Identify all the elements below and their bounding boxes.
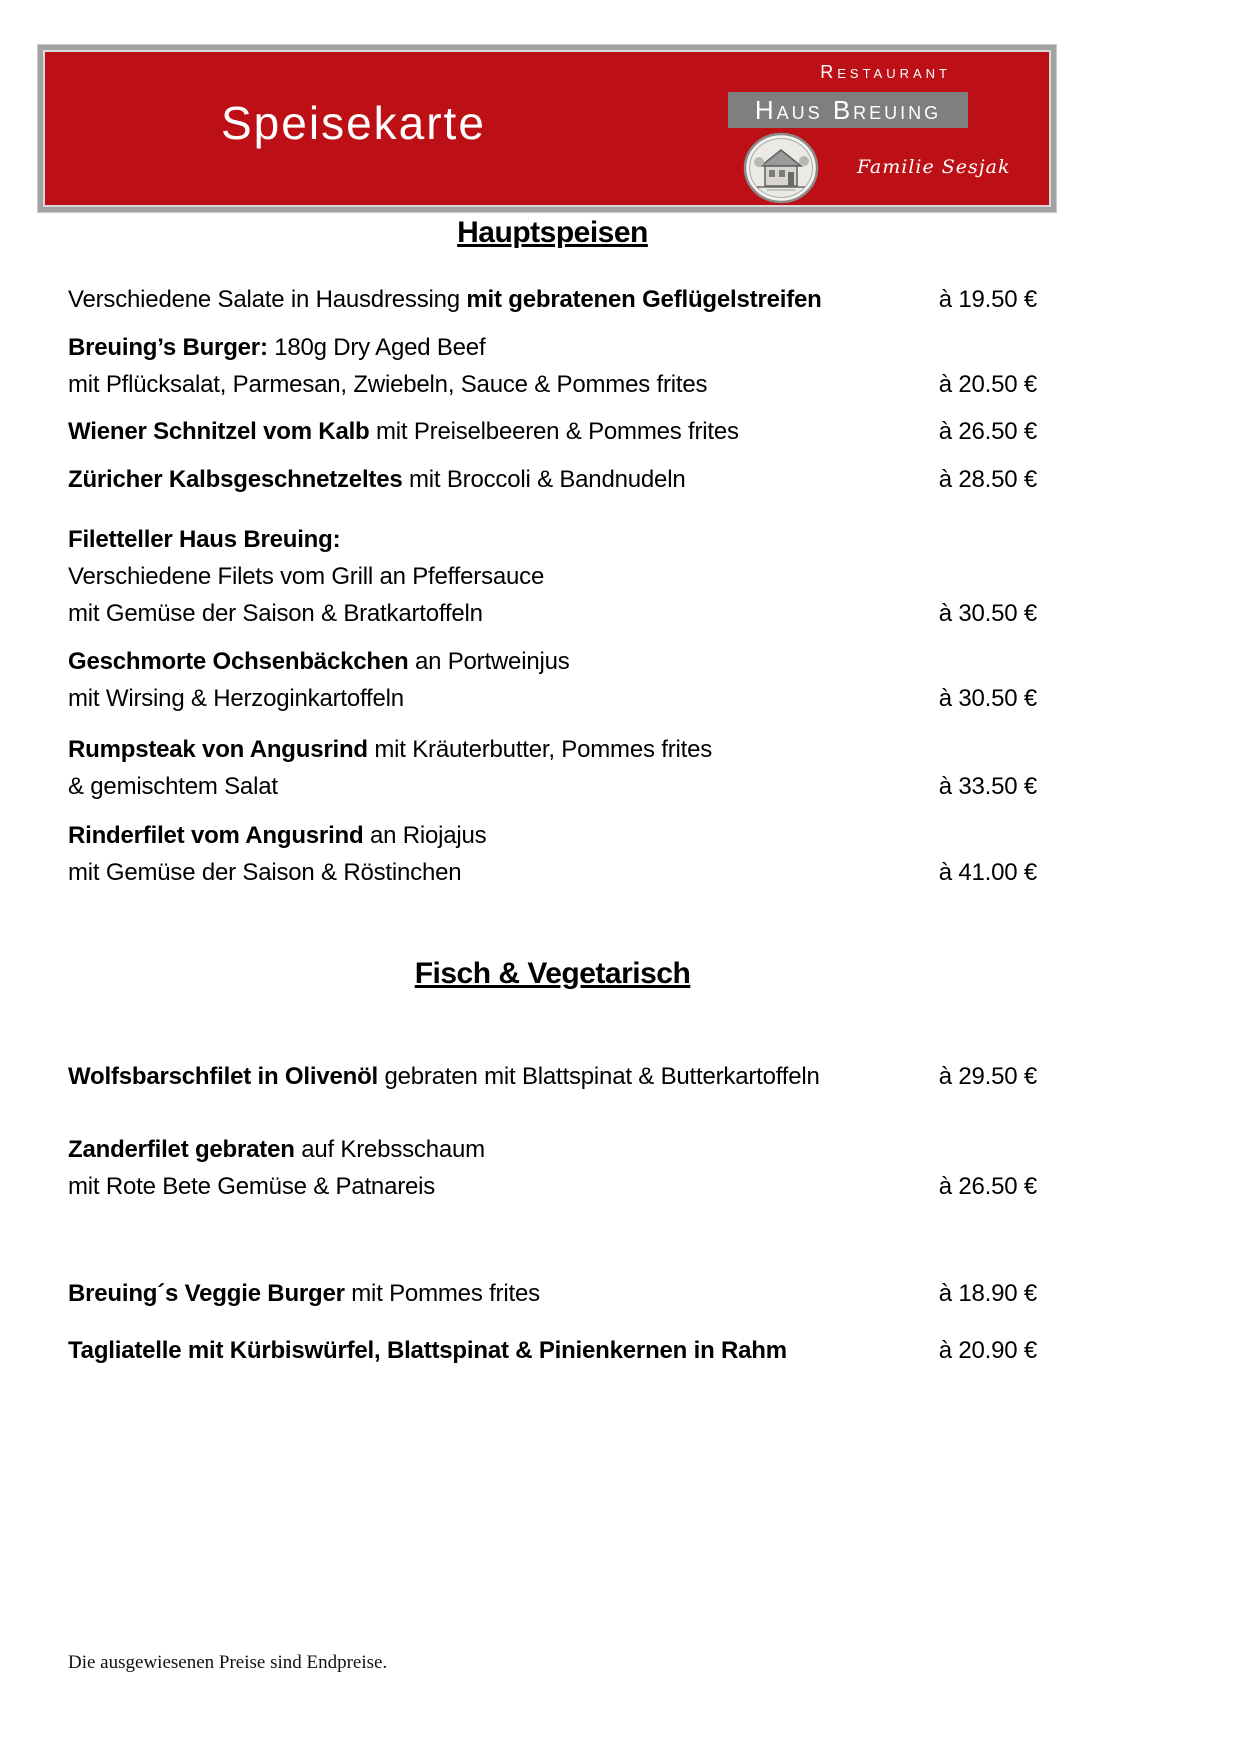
menu-item-line bbox=[68, 1168, 923, 1205]
menu-item-line bbox=[68, 1131, 923, 1168]
menu-item-text bbox=[68, 281, 923, 318]
menu-item-text bbox=[68, 1131, 923, 1205]
menu-item-text-run: Filetteller Haus Breuing: bbox=[68, 526, 341, 553]
menu-item-text-run: Wolfsbarschfilet in Olivenöl bbox=[68, 1063, 385, 1090]
menu-item-text bbox=[68, 1058, 923, 1095]
menu-section bbox=[68, 955, 1037, 1369]
menu-item-text-run: an Portweinjus bbox=[414, 648, 570, 675]
footer-note: Die ausgewiesenen Preise sind Endpreise. bbox=[68, 1652, 388, 1673]
section-heading: Hauptspeisen bbox=[457, 216, 648, 249]
menu-item-line bbox=[68, 595, 923, 632]
menu-item-text bbox=[68, 329, 923, 403]
menu-item bbox=[68, 461, 1037, 498]
menu-item-line bbox=[68, 329, 923, 366]
menu-item-text-run: mit Gemüse der Saison & Bratkartoffeln bbox=[68, 600, 483, 627]
menu-item-text-run: mit Preiselbeeren & Pommes frites bbox=[375, 418, 739, 445]
menu-item-line bbox=[68, 366, 923, 403]
menu-item-text-run: mit Broccoli & Bandnudeln bbox=[408, 466, 686, 493]
menu-item-text bbox=[68, 461, 923, 498]
menu-item-line bbox=[68, 680, 923, 717]
menu-item bbox=[68, 413, 1037, 450]
menu-item-text-run: mit Kräuterbutter, Pommes frites bbox=[374, 736, 713, 763]
menu-item-line bbox=[68, 521, 923, 558]
restaurant-label: Restaurant bbox=[820, 62, 951, 82]
page-title: Speisekarte bbox=[221, 97, 486, 149]
menu-item-price: à 19.50 € bbox=[938, 286, 1037, 313]
menu-item-price: à 20.90 € bbox=[938, 1337, 1037, 1364]
menu-item-line bbox=[68, 413, 923, 450]
menu-item-line bbox=[68, 558, 923, 595]
menu-item-text-run: & gemischtem Salat bbox=[68, 773, 278, 800]
house-emblem-icon bbox=[743, 132, 819, 204]
menu-item-text-run: mit Pommes frites bbox=[351, 1280, 540, 1307]
menu-item-price: à 26.50 € bbox=[938, 418, 1037, 445]
menu-item bbox=[68, 521, 1037, 632]
menu-item-text-run: Rumpsteak von Angusrind bbox=[68, 736, 375, 763]
menu-item-line bbox=[68, 281, 923, 318]
menu-item-text-run: mit Gemüse der Saison & Röstinchen bbox=[68, 859, 462, 886]
menu-item-text-run: Rinderfilet vom Angusrind bbox=[68, 822, 370, 849]
menu-item-line bbox=[68, 1058, 923, 1095]
menu-item-text bbox=[68, 413, 923, 450]
menu-item bbox=[68, 1332, 1037, 1369]
menu-item-price: à 29.50 € bbox=[938, 1063, 1037, 1090]
menu-item-text bbox=[68, 731, 923, 805]
menu-item-text-run: mit Wirsing & Herzoginkartoffeln bbox=[68, 685, 404, 712]
menu-item-price: à 18.90 € bbox=[938, 1280, 1037, 1307]
menu-item-price: à 30.50 € bbox=[938, 600, 1037, 627]
menu-item-line bbox=[68, 731, 923, 768]
menu-item-text-run: Tagliatelle mit Kürbiswürfel, Blattspinat & Pinienkernen in Rahm bbox=[68, 1337, 787, 1364]
menu-item-text-run: Geschmorte Ochsenbäckchen bbox=[68, 648, 415, 675]
menu-item bbox=[68, 817, 1037, 891]
header-banner bbox=[38, 45, 1056, 212]
menu-item-price: à 41.00 € bbox=[938, 859, 1037, 886]
menu-item-text-run: gebraten mit Blattspinat & Butterkartoffeln bbox=[384, 1063, 820, 1090]
menu-item-text-run: mit Pflücksalat, Parmesan, Zwiebeln, Sauce & Pommes frites bbox=[68, 371, 708, 398]
menu-item-text-run: Breuing’s Burger: bbox=[68, 334, 275, 361]
section-heading: Fisch & Vegetarisch bbox=[414, 957, 691, 990]
menu-item-text-run: Breuing´s Veggie Burger bbox=[68, 1280, 352, 1307]
menu-item-line bbox=[68, 1275, 923, 1312]
menu-item bbox=[68, 1131, 1037, 1205]
menu-item bbox=[68, 643, 1037, 717]
menu-item-price: à 28.50 € bbox=[938, 466, 1037, 493]
menu-item-text bbox=[68, 817, 923, 891]
menu-item-text bbox=[68, 1275, 923, 1312]
menu-item-text-run: mit Rote Bete Gemüse & Patnareis bbox=[68, 1173, 436, 1200]
menu-item-line bbox=[68, 768, 923, 805]
menu-item-text-run: mit gebratenen Geflügelstreifen bbox=[466, 286, 822, 313]
menu-item-text bbox=[68, 643, 923, 717]
family-signature: Familie Sesjak bbox=[857, 156, 1011, 178]
menu-item-text-run: Zanderfilet gebraten bbox=[68, 1136, 302, 1163]
menu-item-text bbox=[68, 1332, 923, 1369]
menu-item-price: à 26.50 € bbox=[938, 1173, 1037, 1200]
restaurant-name: Haus Breuing bbox=[754, 94, 942, 125]
menu-sections bbox=[68, 214, 1037, 1369]
menu-item-price: à 30.50 € bbox=[938, 685, 1037, 712]
menu-item-line bbox=[68, 854, 923, 891]
menu-item-line bbox=[68, 461, 923, 498]
menu-item-text-run: an Riojajus bbox=[369, 822, 487, 849]
menu-item-line bbox=[68, 1332, 923, 1369]
menu-item bbox=[68, 329, 1037, 403]
menu-item-text-run: Wiener Schnitzel vom Kalb bbox=[68, 418, 376, 445]
menu-item-line bbox=[68, 817, 923, 854]
menu-item bbox=[68, 281, 1037, 318]
menu-item-text-run: Züricher Kalbsgeschnetzeltes bbox=[68, 466, 409, 493]
menu-item-text-run: auf Krebsschaum bbox=[301, 1136, 485, 1163]
menu-item-text-run: Verschiedene Salate in Hausdressing bbox=[68, 286, 467, 313]
menu-item bbox=[68, 1058, 1037, 1095]
menu-item-text-run: Verschiedene Filets vom Grill an Pfeffersauce bbox=[68, 563, 545, 590]
menu-section bbox=[68, 214, 1037, 891]
menu-item-text-run: 180g Dry Aged Beef bbox=[274, 334, 486, 361]
menu-item bbox=[68, 1275, 1037, 1312]
menu-item-text bbox=[68, 521, 923, 632]
menu-item-line bbox=[68, 643, 923, 680]
restaurant-name-box bbox=[728, 92, 968, 128]
menu-item-price: à 33.50 € bbox=[938, 773, 1037, 800]
menu-item bbox=[68, 731, 1037, 805]
menu-item-price: à 20.50 € bbox=[938, 371, 1037, 398]
